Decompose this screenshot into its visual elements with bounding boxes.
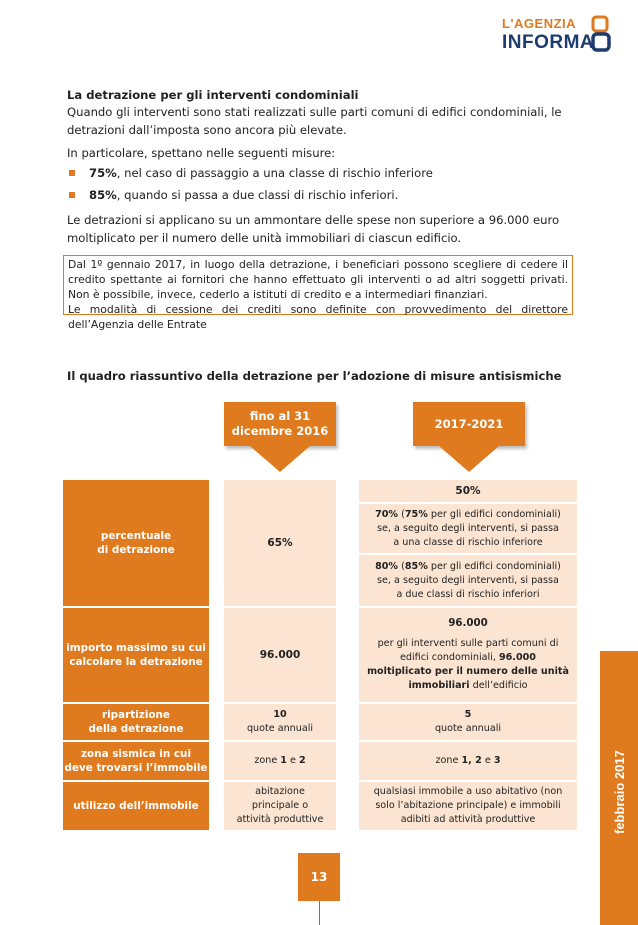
cell-line: 70% (75% per gli edifici condominiali) — [375, 508, 561, 520]
cell-line: immobiliari dell’edificio — [408, 680, 528, 691]
arrow-down-icon — [250, 446, 310, 472]
summary-title: Il quadro riassuntivo della detrazione per l’adozione di misure antisismiche — [67, 369, 562, 383]
new-percentuale-two-classes — [359, 555, 577, 606]
logo-line2: INFORMA — [502, 32, 595, 53]
cell-line: se, a seguito degli interventi, si passa — [377, 574, 559, 586]
old-importo: 96.000 — [224, 608, 336, 702]
old-utilizzo — [224, 782, 336, 830]
cell-line: attività produttive — [236, 814, 324, 825]
old-zona — [224, 742, 336, 780]
header-2017-2021-label: 2017-2021 — [434, 416, 504, 431]
header-until-2016 — [224, 402, 336, 446]
header-2017-2021 — [413, 402, 525, 446]
agenzia-informa-logo — [502, 12, 612, 60]
cell-line: solo l’abitazione principale) e immobili — [375, 800, 561, 811]
header-until-2016-line2: dicembre 2016 — [231, 424, 329, 438]
cell-line: a due classi di rischio inferiori — [396, 588, 540, 600]
new-ripartizione — [359, 704, 577, 740]
new-zona — [359, 742, 577, 780]
quote-label: quote annuali — [434, 723, 502, 734]
cell-line: adibiti ad attività produttive — [400, 814, 536, 825]
cell-line: per gli interventi sulle parti comuni di — [377, 638, 559, 649]
paragraph-3: Le detrazioni si applicano su un ammontare delle spese non superiore a 96.000 euro moltiplicato per il numero delle unità immobiliari di ciascun edificio. — [67, 213, 560, 245]
new-importo — [359, 608, 577, 702]
page-number-rule — [319, 901, 320, 925]
bold-value: 85% — [404, 560, 428, 572]
row-label-line: della detrazione — [88, 723, 184, 735]
cell-line: 80% (85% per gli edifici condominiali) — [375, 560, 561, 572]
cell-line: edifici condominiali, 96.000 — [400, 652, 536, 663]
bold-value: 70% — [375, 508, 399, 520]
logo-line1: L'AGENZIA — [502, 16, 577, 31]
row-label-utilizzo: utilizzo dell’immobile — [63, 782, 209, 830]
cessione-note-box — [63, 255, 573, 331]
row-label-line: percentuale — [100, 530, 172, 542]
rate-text: , nel caso di passaggio a una classe di rischio inferiore — [116, 166, 433, 180]
old-ripartizione — [224, 704, 336, 740]
row-label-ripartizione — [63, 704, 209, 740]
row-label-zona — [63, 742, 209, 780]
cell-line: principale o — [251, 800, 309, 811]
new-percentuale-base: 50% — [359, 480, 577, 502]
row-label-line: ripartizione — [102, 709, 170, 721]
old-percentuale: 65% — [224, 480, 336, 606]
cell-line: a una classe di rischio inferiore — [393, 536, 543, 548]
new-percentuale-one-class — [359, 504, 577, 553]
rate-text: , quando si passa a due classi di rischio inferiori. — [116, 188, 399, 202]
new-importo-title: 96.000 — [448, 618, 488, 629]
row-label-line: calcolare la detrazione — [69, 656, 203, 668]
section-heading: La detrazione per gli interventi condominiali — [67, 88, 359, 102]
cell-line: zone 1, 2 e 3 — [435, 755, 501, 766]
bold-value: 80% — [375, 560, 399, 572]
row-label-percentuale — [63, 480, 209, 606]
note-text-1: Dal 1º gennaio 2017, in luogo della detrazione, i beneficiari possono scegliere di cedere il credito spettante ai fornitori che hanno effettuato gli interventi o ad altri soggetti privati. Non è possibile, invece, cederlo a istituti di credito e a intermediari finanziari. — [68, 258, 568, 301]
row-label-line: zona sismica in cui — [80, 748, 191, 760]
row-label-line: importo massimo su cui — [66, 642, 206, 654]
cell-line: abitazione — [255, 786, 305, 797]
quote-count: 5 — [464, 709, 472, 720]
bullet-square-icon — [69, 170, 75, 176]
side-date-label-wrap — [612, 742, 628, 832]
rate-bold: 85% — [89, 188, 117, 202]
bullet-square-icon — [69, 192, 75, 198]
list-item — [67, 164, 572, 186]
row-label-line: di detrazione — [97, 544, 175, 556]
cell-line: moltiplicato per il numero delle unità — [367, 666, 569, 677]
side-date-label: febbraio 2017 — [612, 750, 627, 834]
arrow-down-icon — [439, 446, 499, 472]
logo-mark-icon — [590, 14, 612, 52]
paragraph-2: In particolare, spettano nelle seguenti misure: — [67, 146, 336, 160]
row-label-line: deve trovarsi l’immobile — [64, 762, 208, 774]
new-utilizzo — [359, 782, 577, 830]
row-label-importo — [63, 608, 209, 702]
list-item — [67, 186, 572, 208]
rate-bold: 75% — [89, 166, 117, 180]
paragraph-1: Quando gli interventi sono stati realizzati sulle parti comuni di edifici condominiali, le detrazioni dall’imposta sono ancora più elevate. — [67, 105, 562, 137]
cell-line: qualsiasi immobile a uso abitativo (non — [373, 786, 563, 797]
cell-line: se, a seguito degli interventi, si passa — [377, 522, 559, 534]
header-until-2016-line1: fino al 31 — [249, 409, 311, 423]
rates-list — [67, 164, 572, 208]
quote-label: quote annuali — [246, 723, 314, 734]
cell-line: zone 1 e 2 — [254, 755, 306, 766]
page-number: 13 — [298, 853, 340, 901]
bold-value: 75% — [404, 508, 428, 520]
note-text-2: Le modalità di cessione dei crediti sono definite con provvedimento del direttore dell’Agenzia delle Entrate — [68, 303, 568, 331]
quote-count: 10 — [273, 709, 287, 720]
